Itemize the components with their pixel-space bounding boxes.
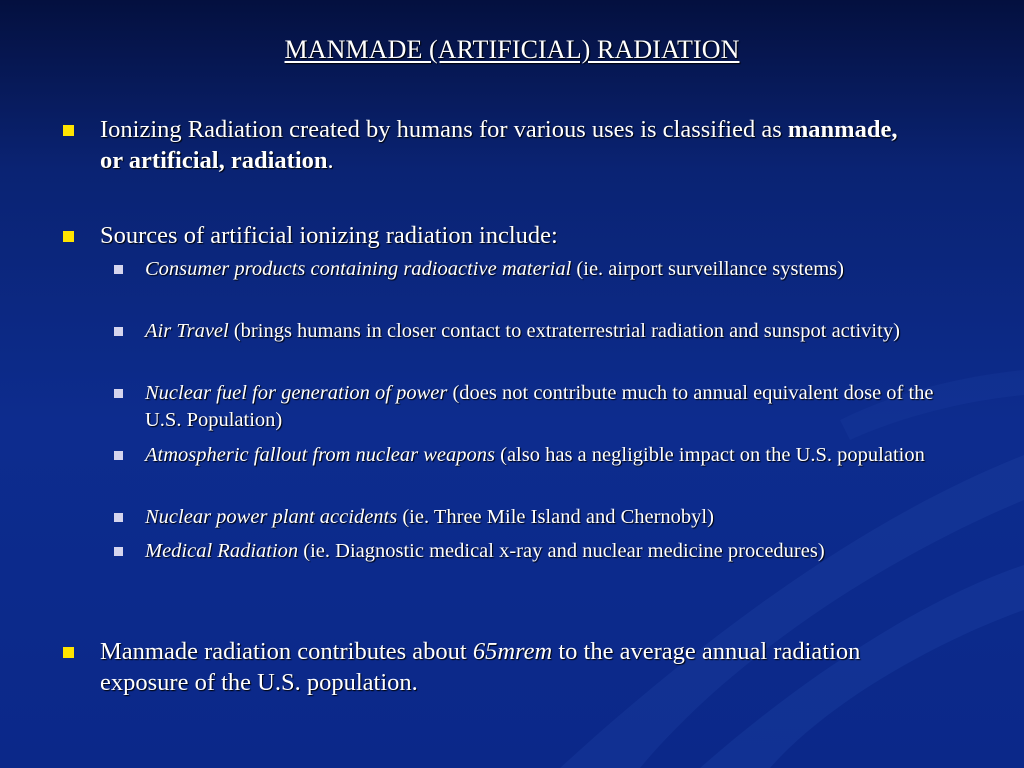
slide-title: MANMADE (ARTIFICIAL) RADIATION [284, 35, 740, 64]
bullet-ionizing-radiation [100, 114, 920, 176]
sub-item-consumer-products [145, 256, 965, 283]
sub-item-air-travel [145, 318, 965, 345]
yellow-square-bullet-icon [63, 231, 74, 242]
sub-item-italic: Atmospheric fallout from nuclear weapons [145, 444, 495, 466]
bullet-italic-value: 65mrem [472, 638, 553, 665]
lavender-square-bullet-icon [114, 547, 123, 556]
yellow-square-bullet-icon [63, 647, 74, 658]
sub-item-text: (ie. Diagnostic medical x-ray and nuclear medicine procedures) [298, 540, 825, 562]
lavender-square-bullet-icon [114, 513, 123, 522]
sub-item-italic: Nuclear power plant accidents [145, 506, 398, 528]
sub-item-text: (also has a negligible impact on the U.S. population [495, 444, 925, 466]
sub-item-text: (ie. Three Mile Island and Chernobyl) [397, 506, 714, 528]
sub-item-medical-radiation [145, 538, 965, 565]
sub-item-italic: Air Travel [145, 320, 229, 342]
sub-item-atmospheric-fallout [145, 442, 965, 469]
sub-item-italic: Nuclear fuel for generation of power [145, 382, 448, 404]
lavender-square-bullet-icon [114, 451, 123, 460]
bullet-text-end: . [327, 147, 334, 174]
sub-item-italic: Medical Radiation [145, 540, 299, 562]
lavender-square-bullet-icon [114, 265, 123, 274]
sub-item-text: (ie. airport surveillance systems) [571, 258, 844, 280]
bullet-text: Manmade radiation contributes about [100, 638, 473, 665]
bullet-text: Sources of artificial ionizing radiation include: [100, 222, 558, 249]
bullet-contribution [100, 636, 920, 698]
lavender-square-bullet-icon [114, 389, 123, 398]
sub-item-nuclear-fuel [145, 380, 965, 434]
bullet-text-end: to the average annual radiation exposure of the U.S. population. [100, 638, 861, 696]
sub-item-text: (does not contribute much to annual equivalent dose of the U.S. Population) [145, 382, 934, 431]
lavender-square-bullet-icon [114, 327, 123, 336]
bullet-sources [100, 220, 920, 251]
sub-item-italic: Consumer products containing radioactive material [145, 258, 572, 280]
sub-item-plant-accidents [145, 504, 965, 531]
bullet-text: Ionizing Radiation created by humans for various uses is classified as [100, 116, 788, 143]
bullet-bold-term: manmade, or artificial, radiation [100, 116, 898, 174]
yellow-square-bullet-icon [63, 125, 74, 136]
sub-item-text: (brings humans in closer contact to extraterrestrial radiation and sunspot activity) [228, 320, 900, 342]
